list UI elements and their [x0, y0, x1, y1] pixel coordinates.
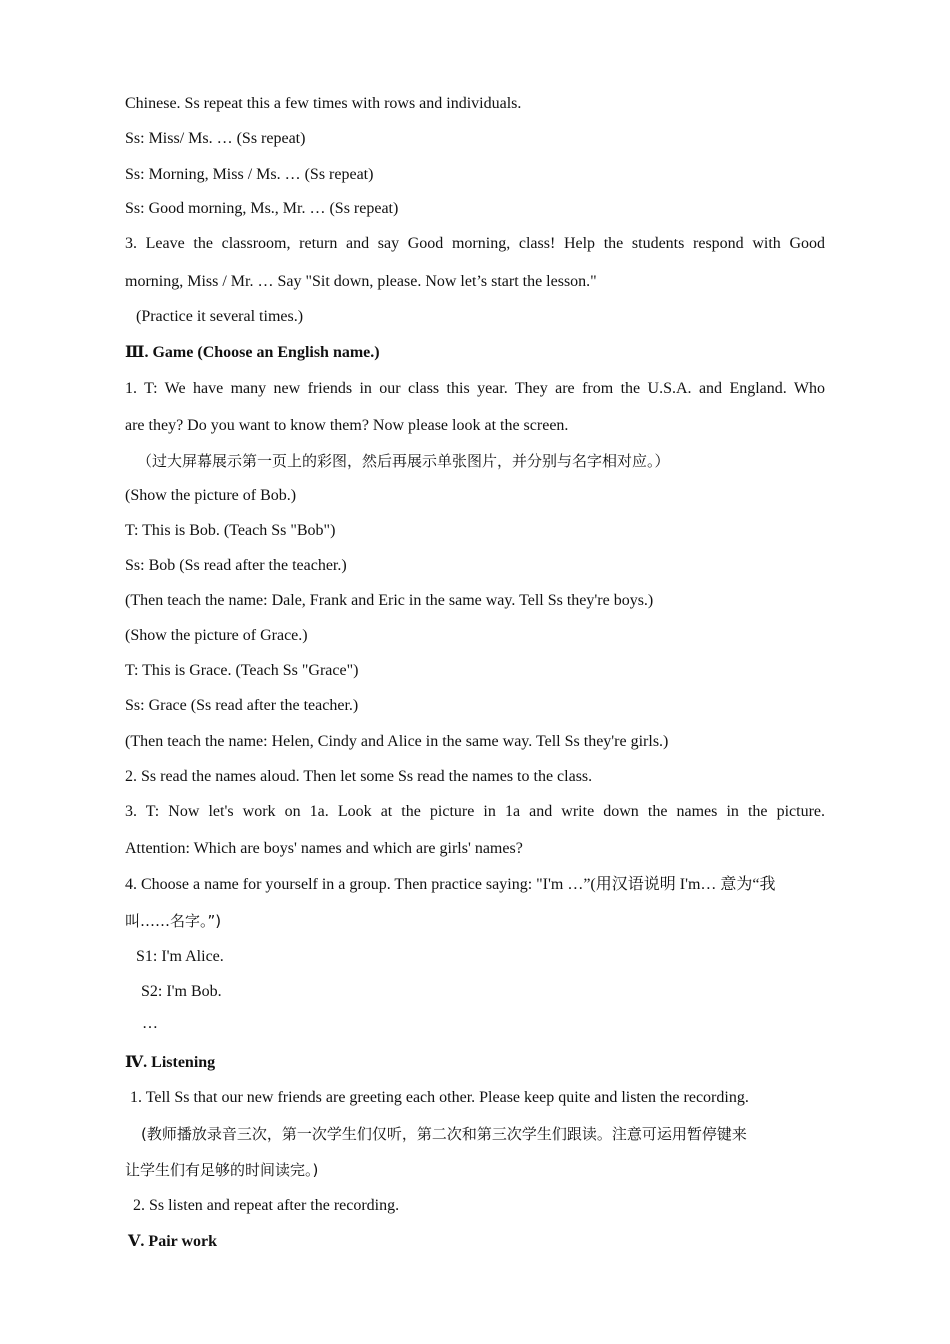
section-heading-pair-work: Ⅴ. Pair work: [128, 1233, 217, 1250]
listening-step-2-line: 2. Ss listen and repeat after the recording.: [133, 1197, 400, 1214]
stage-direction: (Then teach the name: Helen, Cindy and Alice in the same way. Tell Ss they're girls.): [125, 733, 669, 750]
dialogue-line: T: This is Grace. (Teach Ss "Grace"): [125, 662, 359, 679]
game-step-4-continuation: 叫……名字。”): [125, 912, 222, 930]
section-heading-listening: Ⅳ. Listening: [125, 1054, 216, 1071]
game-step-3-continuation: Attention: Which are boys' names and which are girls' names?: [125, 840, 523, 857]
step-3-continuation: morning, Miss / Mr. … Say "Sit down, please. Now let’s start the lesson.": [125, 273, 597, 290]
chinese-note-continuation: 让学生们有足够的时间读完。): [125, 1161, 319, 1179]
chinese-note-line: （过大屏幕展示第一页上的彩图，然后再展示单张图片，并分别与名字相对应。）: [137, 452, 670, 470]
dialogue-line: Ss: Good morning, Ms., Mr. … (Ss repeat): [125, 200, 399, 217]
dialogue-line: S1: I'm Alice.: [136, 948, 224, 965]
ellipsis-line: …: [142, 1015, 158, 1032]
practice-note: (Practice it several times.): [136, 308, 304, 325]
stage-direction: (Then teach the name: Dale, Frank and Eric in the same way. Tell Ss they're boys.): [125, 592, 654, 609]
dialogue-line: Ss: Bob (Ss read after the teacher.): [125, 557, 347, 574]
dialogue-line: Ss: Morning, Miss / Ms. … (Ss repeat): [125, 166, 374, 183]
dialogue-line: Ss: Miss/ Ms. … (Ss repeat): [125, 130, 306, 147]
game-step-1-continuation: are they? Do you want to know them? Now please look at the screen.: [125, 417, 569, 434]
section-heading-game: Ⅲ. Game (Choose an English name.): [125, 344, 380, 361]
dialogue-line: T: This is Bob. (Teach Ss "Bob"): [125, 522, 336, 539]
game-step-4-line: 4. Choose a name for yourself in a group. Then practice saying: "I'm …”(用汉语说明 I'm… 意为“我: [125, 876, 776, 893]
stage-direction: (Show the picture of Bob.): [125, 487, 297, 504]
listening-step-1-line: 1. Tell Ss that our new friends are greeting each other. Please keep quite and listen the recording.: [130, 1089, 749, 1106]
paragraph-line: Chinese. Ss repeat this a few times with rows and individuals.: [125, 95, 522, 112]
step-3-line: 3. Leave the classroom, return and say Good morning, class! Help the students respond with Good: [125, 235, 825, 252]
dialogue-line: Ss: Grace (Ss read after the teacher.): [125, 697, 359, 714]
game-step-2-line: 2. Ss read the names aloud. Then let some Ss read the names to the class.: [125, 768, 593, 785]
dialogue-line: S2: I'm Bob.: [141, 983, 222, 1000]
stage-direction: (Show the picture of Grace.): [125, 627, 308, 644]
game-step-3-line: 3. T: Now let's work on 1a. Look at the picture in 1a and write down the names in the picture.: [125, 803, 825, 820]
chinese-note-line: (教师播放录音三次，第一次学生们仅听，第二次和第三次学生们跟读。注意可运用暂停键来: [141, 1125, 747, 1143]
game-step-1-line: 1. T: We have many new friends in our class this year. They are from the U.S.A. and England. Who: [125, 380, 825, 397]
